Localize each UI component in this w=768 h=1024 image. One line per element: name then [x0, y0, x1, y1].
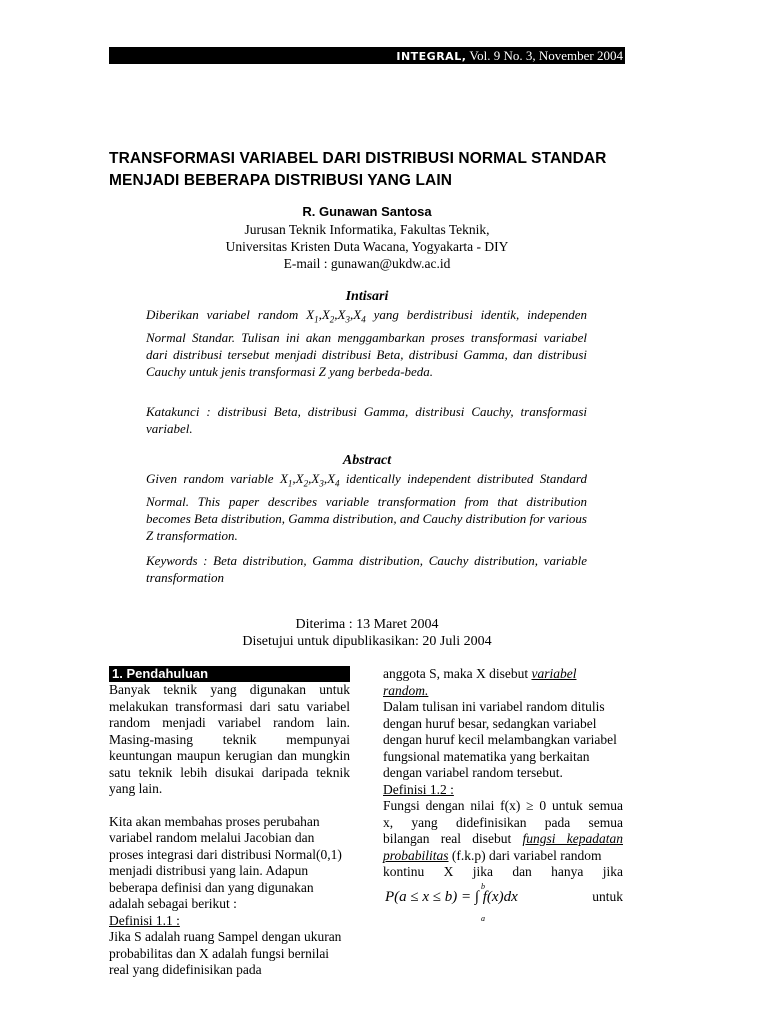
integral-lower-limit: a [481, 913, 485, 923]
intisari-text [146, 306, 587, 380]
probability-formula [383, 881, 623, 921]
left-column [109, 666, 350, 979]
term-probabilitas: probabilitas [383, 847, 449, 863]
intro-paragraph-1: Banyak teknik yang digunakan untuk melakukan transformasi dari satu variabel random menjadi variabel random lain. Masing-masing teknik mempunyai keuntungan maupun kerugian dan mungkin satu teknik lebih disukai daripada teknik yang lain. [109, 682, 350, 796]
definition-1-2-line-1: Fungsi dengan nilai f(x) ≥ 0 untuk semua [383, 798, 623, 813]
term-variabel-random: variabel random. [383, 666, 577, 698]
definition-1-1-text: Jika S adalah ruang Sampel dengan ukuran probabilitas dan X adalah fungsi bernilai real yang didefinisikan pada [109, 929, 342, 977]
definition-1-1-label: Definisi 1.1 : [109, 912, 180, 928]
affiliation-line-2: Universitas Kristen Duta Wacana, Yogyakarta - DIY [225, 239, 509, 254]
abstract-keywords: Keywords : Beta distribution, Gamma distribution, Cauchy distribution, variable transformation [146, 553, 587, 585]
affiliation-line-1: Jurusan Teknik Informatika, Fakultas Teknik, [244, 222, 490, 237]
notation-paragraph: Dalam tulisan ini variabel random ditulis dengan huruf besar, sedangkan variabel dengan huruf kecil melambangkan variabel fungsional matematika yang berkaitan dengan variabel random tersebut. [383, 699, 617, 780]
abstract-text-pre: Given random variable [146, 471, 274, 486]
definition-1-2-line-5: kontinu X jika dan hanya jika [383, 864, 623, 879]
intro-paragraph-2: Kita akan membahas proses perubahan variabel random melalui Jacobian dan proses integrasi dari distribusi Normal(0,1) menjadi distribusi yang lain. Adapun beberapa definisi dan yang digunakan adalah sebagai berikut : [109, 813, 342, 911]
integral-upper-limit: b [481, 881, 485, 891]
title-line-2: MENJADI BEBERAPA DISTRIBUSI YANG LAIN [109, 172, 453, 189]
intisari-heading: Intisari [345, 289, 389, 304]
intisari-text-pre: Diberikan variabel random [146, 307, 299, 322]
journal-name: INTEGRAL, [396, 50, 467, 63]
definition-1-2-label: Definisi 1.2 : [383, 781, 454, 797]
definition-1-2-line-2: x, yang didefinisikan pada semua [383, 814, 623, 830]
right-column [383, 666, 623, 921]
definition-1-2-line-3: bilangan real disebut [383, 831, 523, 846]
title-line-1: TRANSFORMASI VARIABEL DARI DISTRIBUSI NORMAL STANDAR [109, 150, 607, 167]
author-name: R. Gunawan Santosa [302, 204, 432, 219]
intisari-text-post: yang berdistribusi identik, independen Normal Standar. Tulisan ini akan menggambarkan proses transformasi variabel dari distribusi tersebut menjadi distribusi Beta, distribusi Gamma, dan distribusi Cauchy untuk jenis transformasi Z yang berbeda-beda. [146, 307, 588, 379]
abstract-heading: Abstract [342, 453, 392, 468]
author-email: E-mail : gunawan@ukdw.ac.id [283, 256, 451, 271]
paper-title [109, 148, 629, 192]
definition-1-2-line-4: (f.k.p) dari variabel random [448, 847, 602, 863]
abstract-text [146, 470, 587, 544]
formula-trailing-word: untuk [592, 888, 623, 904]
formula-expression: P(a ≤ x ≤ b) = ∫ f(x)dx [385, 888, 518, 905]
term-fungsi-kepadatan: fungsi kepadatan [522, 831, 623, 846]
accepted-date: Disetujui untuk dipublikasikan: 20 Juli 2004 [242, 634, 492, 649]
journal-header-bar [109, 47, 625, 64]
abstract-variables: $X_1,X_2,X_3,X_4$ [279, 471, 340, 489]
continuation-text: anggota S, maka X disebut [383, 666, 532, 681]
intisari-variables: $X_1,X_2,X_3,X_4$ [306, 307, 366, 325]
abstract-text-post: identically independent distributed Standard Normal. This paper describes variable transformation from that distribution becomes Beta distribution, Gamma distribution, and Cauchy distribution for various Z transformation. [146, 471, 588, 543]
section-heading: 1. Pendahuluan [109, 666, 350, 682]
intisari-keywords: Katakunci : distribusi Beta, distribusi Gamma, distribusi Cauchy, transformasi variabel. [146, 404, 587, 436]
journal-issue: Vol. 9 No. 3, November 2004 [466, 48, 623, 63]
received-date: Diterima : 13 Maret 2004 [295, 617, 439, 632]
